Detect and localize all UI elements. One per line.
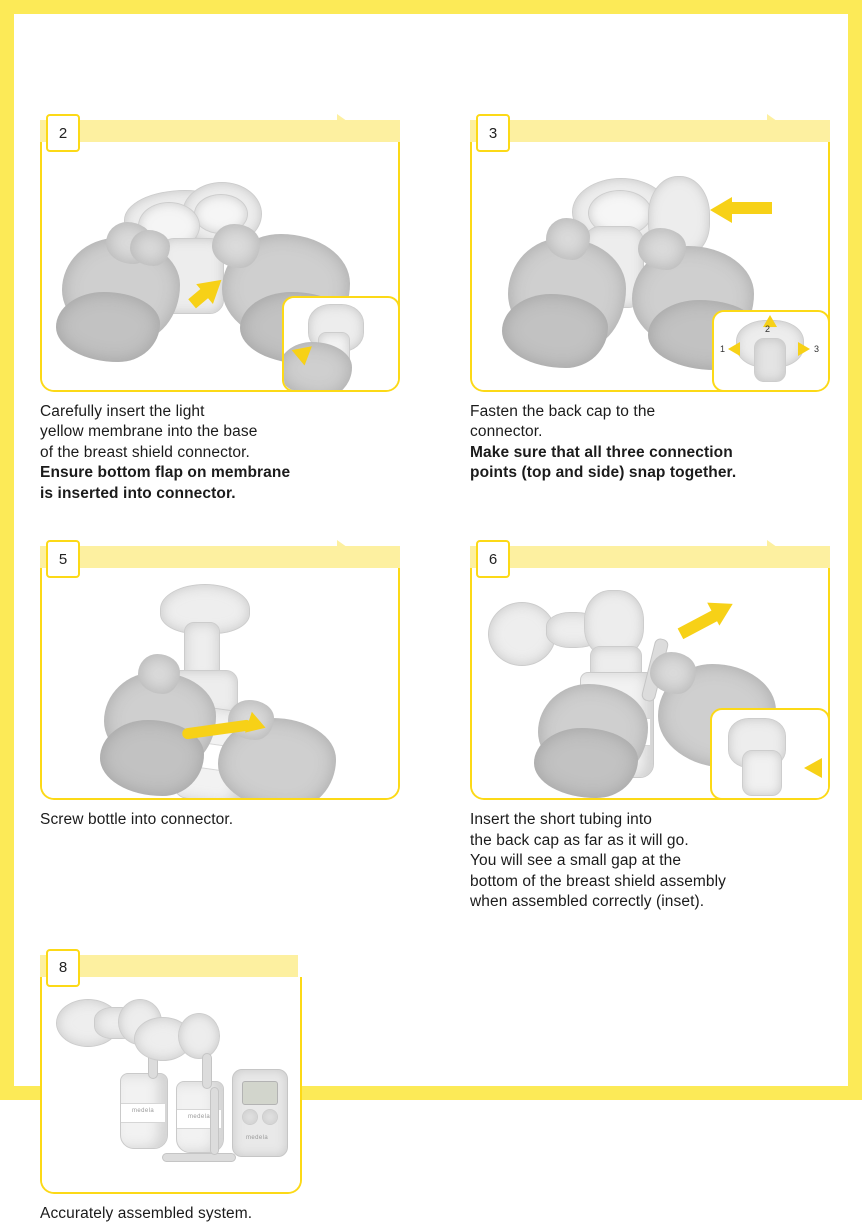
step-caption-3 bbox=[470, 402, 830, 484]
caption-line: bottom of the breast shield assembly bbox=[470, 872, 727, 890]
step-caption-6 bbox=[470, 810, 830, 912]
inset-label: 1 bbox=[720, 344, 726, 354]
step-illustration-3 bbox=[470, 142, 830, 392]
photo-hands-membrane bbox=[42, 142, 398, 390]
step-illustration-6 bbox=[470, 568, 830, 800]
caption-line: You will see a small gap at the bbox=[470, 852, 682, 870]
caption-line-bold: Ensure bottom flap on membrane bbox=[40, 464, 291, 482]
step-card-8 bbox=[40, 949, 400, 1224]
photo-assembled-system bbox=[42, 977, 300, 1192]
caption-line-bold: is inserted into connector. bbox=[40, 484, 236, 502]
direction-arrow-icon bbox=[710, 197, 732, 223]
bottle-brand-label: medela bbox=[132, 1107, 155, 1114]
inset-label: 3 bbox=[814, 344, 820, 354]
inset-detail-6 bbox=[710, 708, 830, 800]
steps-container bbox=[40, 114, 830, 1224]
caption-line: the back cap as far as it will go. bbox=[470, 831, 689, 849]
step-illustration-5 bbox=[40, 568, 400, 800]
step-card-5 bbox=[40, 540, 400, 912]
photo-hands-back-cap bbox=[472, 142, 828, 390]
pump-brand-label: medela bbox=[246, 1134, 269, 1141]
inset-detail-2 bbox=[282, 296, 400, 392]
step-number-badge: 3 bbox=[476, 114, 510, 152]
step-illustration-8 bbox=[40, 977, 302, 1194]
inset-label: 2 bbox=[765, 324, 771, 334]
page-content bbox=[14, 14, 848, 1222]
step-caption-8 bbox=[40, 1204, 400, 1224]
bottle-brand-label: medela bbox=[188, 1113, 211, 1120]
step-card-3 bbox=[470, 114, 830, 504]
step-illustration-2 bbox=[40, 142, 400, 392]
caption-line-bold: Make sure that all three connection bbox=[470, 443, 733, 461]
caption-line: of the breast shield connector. bbox=[40, 443, 250, 461]
inset-detail-3 bbox=[712, 310, 830, 392]
steps-row-2 bbox=[40, 540, 830, 912]
step-card-2 bbox=[40, 114, 400, 504]
steps-row-3 bbox=[40, 949, 830, 1224]
step-card-6 bbox=[470, 540, 830, 912]
step-number-badge: 6 bbox=[476, 540, 510, 578]
steps-row-1 bbox=[40, 114, 830, 504]
step-number-badge: 8 bbox=[46, 949, 80, 987]
caption-line: Screw bottle into connector. bbox=[40, 811, 234, 829]
page-border-right bbox=[848, 0, 862, 1100]
photo-insert-tubing bbox=[472, 568, 828, 798]
step-number-badge: 5 bbox=[46, 540, 80, 578]
caption-line: connector. bbox=[470, 423, 543, 441]
page-border-left bbox=[0, 0, 14, 1100]
caption-line: Accurately assembled system. bbox=[40, 1204, 253, 1222]
caption-line: when assembled correctly (inset). bbox=[470, 893, 705, 911]
step-number-badge: 2 bbox=[46, 114, 80, 152]
caption-line: Insert the short tubing into bbox=[470, 811, 653, 829]
page-border-top bbox=[0, 0, 862, 14]
step-caption-5 bbox=[40, 810, 400, 830]
caption-line: Carefully insert the light bbox=[40, 403, 205, 420]
step-caption-2 bbox=[40, 402, 400, 504]
caption-line: yellow membrane into the base bbox=[40, 423, 258, 441]
caption-line: Fasten the back cap to the bbox=[470, 403, 656, 420]
caption-line-bold: points (top and side) snap together. bbox=[470, 464, 737, 482]
photo-screw-bottle bbox=[42, 568, 398, 798]
